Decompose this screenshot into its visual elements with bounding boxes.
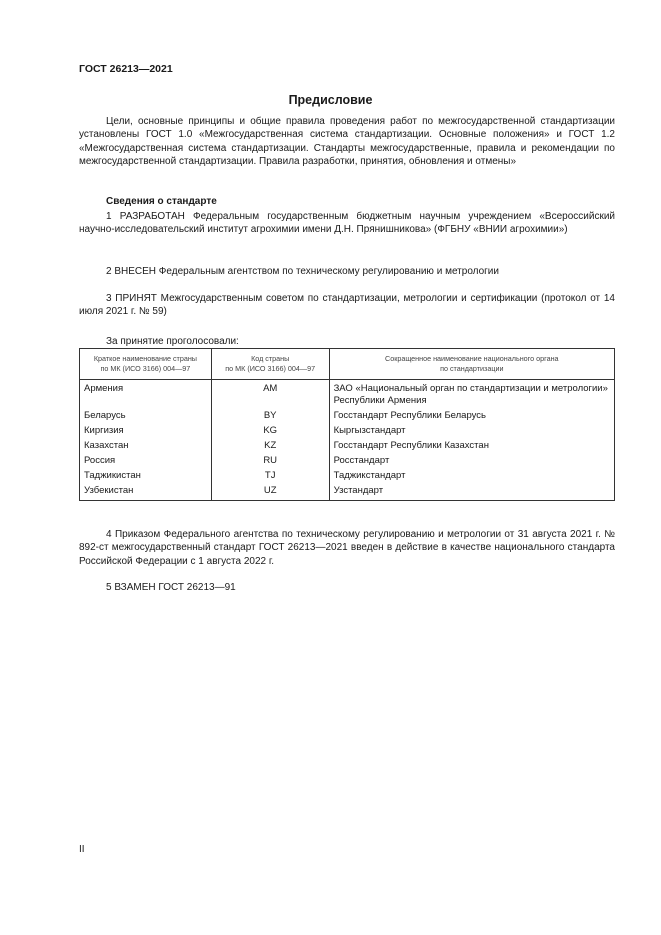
table-row <box>80 469 615 484</box>
item-replaces: 5 ВЗАМЕН ГОСТ 26213—91 <box>106 582 236 593</box>
cell-code: KG <box>211 424 329 439</box>
header-country-code: Код страны по МК (ИСО 3166) 004—97 <box>211 349 329 380</box>
table-row <box>80 424 615 439</box>
cell-body: Госстандарт Республики Беларусь <box>329 409 614 424</box>
votes-table <box>79 348 615 501</box>
cell-country: Россия <box>80 454 212 469</box>
table-row <box>80 439 615 454</box>
table-row <box>80 380 615 410</box>
cell-body: Кыргызстандарт <box>329 424 614 439</box>
cell-country: Киргизия <box>80 424 212 439</box>
cell-country: Таджикистан <box>80 469 212 484</box>
cell-country: Казахстан <box>80 439 212 454</box>
cell-code: TJ <box>211 469 329 484</box>
cell-code: UZ <box>211 484 329 501</box>
page-number: II <box>79 844 85 855</box>
cell-code: AM <box>211 380 329 410</box>
cell-body: Росстандарт <box>329 454 614 469</box>
cell-code: BY <box>211 409 329 424</box>
vote-label: За принятие проголосовали: <box>106 336 239 347</box>
item-adopted: 3 ПРИНЯТ Межгосударственным советом по стандартизации, метрологии и сертификации (протокол от 14 июля 2021 г. № 59) <box>79 293 615 318</box>
cell-code: KZ <box>211 439 329 454</box>
cell-code: RU <box>211 454 329 469</box>
document-code: ГОСТ 26213—2021 <box>79 63 173 75</box>
table-row <box>80 454 615 469</box>
header-country-name: Краткое наименование страны по МК (ИСО 3166) 004—97 <box>80 349 212 380</box>
cell-country: Беларусь <box>80 409 212 424</box>
section-heading: Сведения о стандарте <box>106 196 217 207</box>
cell-country: Узбекистан <box>80 484 212 501</box>
cell-country: Армения <box>80 380 212 410</box>
item-introduced: 2 ВНЕСЕН Федеральным агентством по техническому регулированию и метрологии <box>106 266 499 277</box>
cell-body: ЗАО «Национальный орган по стандартизации и метрологии» Республики Армения <box>329 380 614 410</box>
item-developed: 1 РАЗРАБОТАН Федеральным государственным бюджетным научным учреждением «Всероссийский научно-исследовательский институт агрохимии имени Д.Н. Прянишникова» (ФГБНУ «ВНИИ агрохимии») <box>79 211 615 236</box>
table-row <box>80 484 615 501</box>
cell-body: Госстандарт Республики Казахстан <box>329 439 614 454</box>
cell-body: Таджикстандарт <box>329 469 614 484</box>
page-title: Предисловие <box>288 93 373 107</box>
table-header-row <box>80 349 615 380</box>
header-national-body: Сокращенное наименование национального органа по стандартизации <box>329 349 614 380</box>
item-enacted: 4 Приказом Федерального агентства по техническому регулированию и метрологии от 31 августа 2021 г. № 892-ст межгосударственный стандарт ГОСТ 26213—2021 введен в действие в качестве национального стандарта Российской Федерации с 1 августа 2022 г. <box>79 529 615 567</box>
cell-body: Узстандарт <box>329 484 614 501</box>
table-row <box>80 409 615 424</box>
intro-paragraph: Цели, основные принципы и общие правила проведения работ по межгосударственной стандартизации установлены ГОСТ 1.0 «Межгосударственная система стандартизации. Основные положения» и ГОСТ 1.2 «Межгосударственная система стандартизации. Стандарты межгосударственные, правила и рекомендации по межгосударственной стандартизации. Правила разработки, принятия, обновления и отмены» <box>79 116 615 168</box>
